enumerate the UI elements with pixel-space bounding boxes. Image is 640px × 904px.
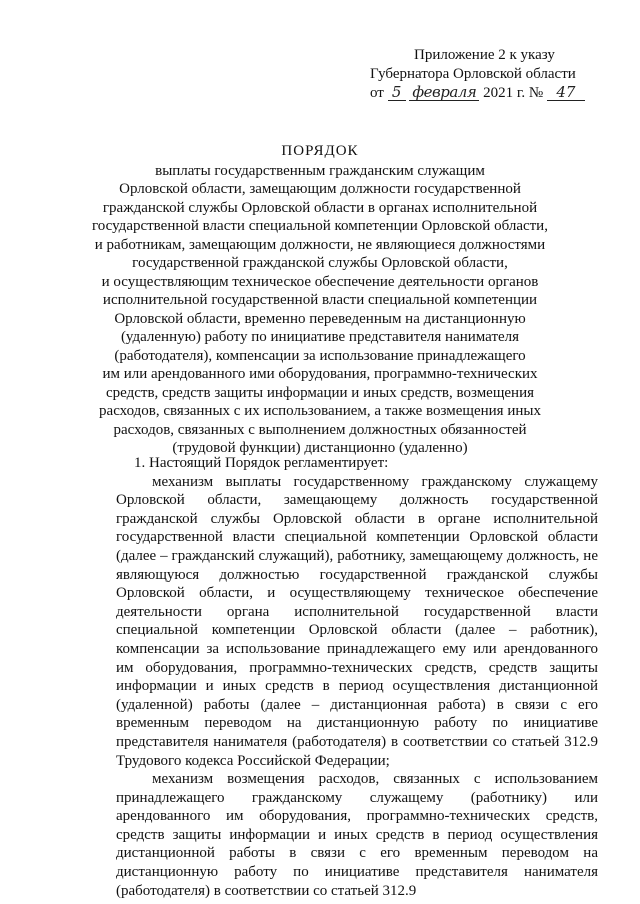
title-line: расходов, связанных с выполнением должностных обязанностей — [113, 421, 527, 438]
document-title — [80, 142, 560, 458]
annex-from-prefix: от — [370, 85, 384, 101]
title-line: (трудовой функции) дистанционно (удаленно) — [172, 440, 468, 456]
title-line: расходов, связанных с их использованием, а также возмещения иных — [99, 403, 541, 419]
title-line: гражданской службы Орловской области в органах исполнительной — [102, 199, 538, 216]
title-line: (работодателя), компенсации за использование принадлежащего — [114, 347, 526, 364]
annex-line-2: Губернатора Орловской области — [370, 66, 576, 82]
title-line: (удаленную) работу по инициативе представителя нанимателя — [120, 329, 520, 345]
handwritten-month: февраля — [409, 85, 479, 101]
handwritten-day: 5 — [388, 85, 406, 101]
paragraph-2: механизм возмещения расходов, связанных с использованием принадлежащего гражданскому служащему (работнику) или арендованного им оборудования, программно-технических средств, средств защиты информации и иных средств в период осуществления дистанционной работы в связи с его временным переводом на дистанционную работу по инициативе представителя нанимателя (работодателя) в соответствии со статьей 312.9 — [116, 771, 598, 899]
title-line: государственной власти специальной компетенции Орловской области, — [92, 218, 548, 234]
annex-line-1: Приложение 2 к указу — [414, 47, 555, 63]
title-line: государственной гражданской службы Орловской области, — [132, 255, 508, 271]
title-heading: ПОРЯДОК — [281, 143, 359, 159]
item-1-heading: 1. Настоящий Порядок регламентирует: — [134, 455, 389, 471]
handwritten-number: 47 — [547, 85, 585, 101]
annex-year: 2021 г. № — [483, 85, 544, 101]
annex-date-line — [370, 84, 610, 103]
title-line: и осуществляющим техническое обеспечение деятельности органов — [101, 273, 539, 290]
title-line: выплаты государственным гражданским служащим — [155, 162, 485, 179]
title-line: Орловской области, временно переведенным на дистанционную — [114, 310, 526, 327]
paragraph-1: механизм выплаты государственному гражданскому служащему Орловской области, замещающему должность государственной гражданской службы Орловской области в органе исполнительной государственной власти специальной компетенции Орловской области (далее – гражданский служащий), работнику, замещающему должность, не являющуюся должностью государственной гражданской службы Орловской области, и осуществляющему техническое обеспечение деятельности органа исполнительной государственной власти специальной компетенции Орловской области (далее – работник), компенсации за использование принадлежащего ему или арендованного им оборудования, программно-технических средств, средств защиты информации и иных средств в период осуществления дистанционной (удаленной) работы (далее – дистанционная работа) в связи с его временным переводом на дистанционную работу по инициативе представителя нанимателя (работодателя) в соответствии со статьей 312.9 Трудового кодекса Российской Федерации; — [116, 473, 598, 769]
title-line: исполнительной государственной власти специальной компетенции — [102, 292, 538, 308]
title-line: Орловской области, замещающим должности государственной — [119, 181, 521, 197]
title-line: и работникам, замещающим должности, не являющиеся должностями — [94, 236, 546, 253]
document-body — [116, 454, 598, 900]
annex-block — [370, 46, 610, 103]
title-line: им или арендованного ими оборудования, программно-технических — [102, 366, 538, 382]
title-line: средств, средств защиты информации и иных средств, возмещения — [105, 384, 535, 401]
